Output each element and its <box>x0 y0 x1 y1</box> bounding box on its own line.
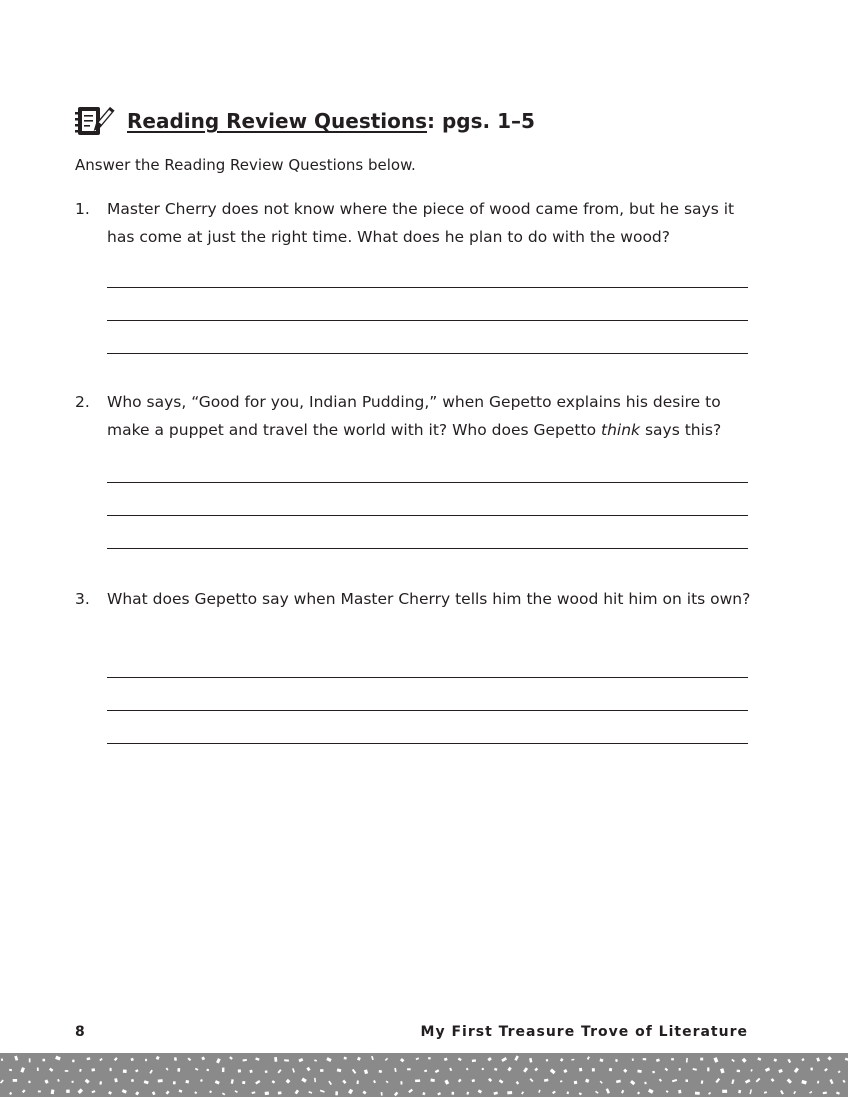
confetti-mark <box>85 1079 90 1084</box>
confetti-mark <box>731 1059 735 1062</box>
confetti-mark <box>91 1068 95 1071</box>
confetti-mark <box>643 1058 647 1060</box>
confetti-mark <box>836 1092 840 1095</box>
confetti-mark <box>552 1091 556 1095</box>
confetti-mark <box>623 1069 627 1073</box>
confetti-mark <box>579 1068 582 1072</box>
confetti-mark <box>574 1081 578 1085</box>
confetti-mark <box>13 1079 17 1082</box>
confetti-mark <box>20 1067 25 1073</box>
answer-line[interactable] <box>107 482 748 483</box>
confetti-mark <box>707 1067 709 1071</box>
confetti-mark <box>827 1056 832 1061</box>
confetti-mark <box>516 1081 519 1085</box>
confetti-mark <box>488 1078 492 1082</box>
answer-line[interactable] <box>107 320 748 321</box>
confetti-mark <box>838 1070 841 1073</box>
confetti-mark <box>560 1080 563 1082</box>
confetti-mark <box>801 1058 804 1061</box>
confetti-mark <box>408 1089 413 1093</box>
confetti-mark <box>452 1092 455 1095</box>
confetti-mark <box>177 1068 180 1072</box>
confetti-mark <box>38 1090 41 1092</box>
confetti-mark <box>765 1067 770 1071</box>
confetti-mark <box>71 1081 73 1083</box>
book-title: My First Treasure Trove of Literature <box>420 1024 748 1040</box>
confetti-mark <box>606 1088 610 1093</box>
confetti-mark <box>108 1091 112 1095</box>
decorative-pattern-band <box>0 1053 848 1097</box>
confetti-mark <box>499 1079 504 1083</box>
confetti-mark <box>242 1059 246 1062</box>
confetti-mark <box>487 1057 492 1061</box>
confetti-mark <box>538 1090 540 1093</box>
confetti-mark <box>99 1058 102 1061</box>
confetti-mark <box>534 1067 538 1071</box>
confetti-mark <box>22 1089 26 1093</box>
confetti-mark <box>166 1067 169 1070</box>
confetti-mark <box>444 1079 449 1084</box>
confetti-mark <box>523 1067 528 1072</box>
confetti-mark <box>787 1078 792 1083</box>
confetti-mark <box>28 1080 31 1083</box>
confetti-mark <box>216 1058 221 1063</box>
confetti-mark <box>386 1081 389 1084</box>
confetti-mark <box>123 1070 127 1073</box>
confetti-mark <box>114 1057 118 1061</box>
confetti-mark <box>131 1079 134 1082</box>
confetti-mark <box>550 1069 556 1075</box>
confetti-mark <box>222 1068 225 1073</box>
confetti-mark <box>44 1079 48 1083</box>
confetti-mark <box>179 1089 183 1092</box>
confetti-mark <box>314 1059 317 1061</box>
answer-line[interactable] <box>107 743 748 744</box>
confetti-mark <box>592 1068 595 1071</box>
confetti-mark <box>571 1059 574 1061</box>
question-text: What does Gepetto say when Master Cherry tells him the wood hit him on its own? <box>107 590 751 608</box>
confetti-mark <box>824 1068 828 1072</box>
confetti-mark <box>458 1079 462 1083</box>
confetti-mark <box>585 1079 589 1083</box>
confetti-mark <box>466 1092 469 1095</box>
confetti-mark <box>672 1079 677 1082</box>
confetti-mark <box>29 1058 31 1062</box>
confetti-mark <box>328 1081 332 1086</box>
confetti-mark <box>326 1057 331 1062</box>
confetti-mark <box>255 1057 259 1060</box>
confetti-mark <box>563 1069 567 1073</box>
confetti-mark <box>514 1055 519 1061</box>
confetti-mark <box>352 1069 356 1074</box>
confetti-mark <box>713 1057 718 1063</box>
confetti-mark <box>621 1090 624 1094</box>
confetti-mark <box>194 1091 197 1094</box>
confetti-mark <box>373 1080 376 1083</box>
confetti-mark <box>65 1070 69 1072</box>
confetti-mark <box>99 1081 102 1085</box>
confetti-mark <box>320 1069 323 1072</box>
confetti-mark <box>842 1080 845 1083</box>
confetti-mark <box>272 1080 276 1083</box>
page-title <box>127 103 535 139</box>
confetti-mark <box>51 1089 55 1094</box>
question-1 <box>75 195 765 251</box>
confetti-mark <box>79 1069 82 1072</box>
confetti-mark <box>166 1091 170 1095</box>
confetti-mark <box>87 1057 91 1060</box>
confetti-mark <box>9 1092 12 1095</box>
section-header <box>75 103 535 139</box>
confetti-mark <box>750 1069 752 1072</box>
confetti-mark <box>249 1070 252 1073</box>
answer-line[interactable] <box>107 287 748 288</box>
confetti-mark <box>521 1091 524 1094</box>
confetti-mark <box>320 1090 325 1093</box>
confetti-mark <box>435 1069 440 1073</box>
confetti-mark <box>342 1080 346 1084</box>
confetti-mark <box>794 1067 799 1072</box>
confetti-mark <box>135 1069 138 1072</box>
confetti-mark <box>357 1080 359 1084</box>
confetti-mark <box>314 1078 316 1083</box>
confetti-mark <box>277 1069 281 1073</box>
confetti-mark <box>823 1092 827 1095</box>
confetti-mark <box>595 1091 598 1094</box>
confetti-mark <box>200 1079 203 1082</box>
confetti-mark <box>274 1057 277 1062</box>
confetti-mark <box>292 1068 295 1073</box>
confetti-mark <box>616 1080 621 1083</box>
confetti-mark <box>449 1068 452 1072</box>
confetti-mark <box>679 1068 681 1071</box>
page-number: 8 <box>75 1024 85 1040</box>
confetti-mark <box>546 1059 548 1061</box>
answer-line[interactable] <box>107 353 748 354</box>
confetti-mark <box>400 1081 402 1084</box>
confetti-mark <box>579 1092 582 1095</box>
confetti-mark <box>110 1068 112 1071</box>
confetti-mark <box>530 1078 534 1082</box>
page-footer <box>75 1022 748 1042</box>
confetti-mark <box>57 1079 60 1082</box>
confetti-mark <box>173 1081 176 1084</box>
confetti-mark <box>149 1070 153 1074</box>
confetti-mark <box>77 1088 83 1094</box>
confetti-pattern-icon <box>0 1053 848 1097</box>
confetti-mark <box>778 1069 782 1073</box>
question-text: Master Cherry does not know where the piece of wood came from, but he says it has come at just the right time. What does he plan to do with the wood? <box>107 200 735 246</box>
confetti-mark <box>295 1090 299 1095</box>
confetti-mark <box>764 1091 767 1093</box>
confetti-mark <box>708 1092 711 1095</box>
confetti-mark <box>637 1091 640 1094</box>
confetti-mark <box>482 1068 484 1070</box>
confetti-mark <box>394 1068 396 1072</box>
confetti-mark <box>130 1058 133 1061</box>
confetti-mark <box>600 1081 603 1084</box>
confetti-mark <box>780 1090 784 1095</box>
confetti-mark <box>793 1091 796 1094</box>
confetti-mark <box>298 1058 303 1062</box>
confetti-mark <box>265 1091 269 1095</box>
confetti-mark <box>756 1078 761 1083</box>
confetti-mark <box>422 1092 425 1095</box>
confetti-mark <box>630 1080 635 1085</box>
confetti-mark <box>700 1058 703 1061</box>
confetti-mark <box>458 1057 462 1061</box>
confetti-mark <box>437 1092 441 1095</box>
confetti-mark <box>678 1090 681 1094</box>
confetti-mark <box>145 1059 147 1062</box>
confetti-mark <box>493 1091 498 1094</box>
confetti-mark <box>599 1058 603 1062</box>
confetti-mark <box>201 1056 205 1060</box>
confetti-mark <box>144 1080 149 1084</box>
confetti-mark <box>671 1058 674 1061</box>
confetti-mark <box>135 1091 139 1095</box>
confetti-mark <box>494 1068 497 1071</box>
confetti-mark <box>737 1070 740 1073</box>
confetti-mark <box>72 1059 75 1062</box>
confetti-mark <box>286 1079 291 1084</box>
confetti-mark <box>415 1079 420 1082</box>
confetti-mark <box>362 1090 366 1094</box>
notebook-pencil-icon <box>75 103 115 139</box>
confetti-mark <box>306 1067 310 1071</box>
confetti-mark <box>809 1091 812 1094</box>
confetti-mark <box>742 1058 747 1063</box>
confetti-mark <box>637 1070 641 1073</box>
confetti-mark <box>348 1089 353 1094</box>
confetti-mark <box>472 1079 476 1082</box>
confetti-mark <box>400 1058 405 1062</box>
confetti-mark <box>158 1079 163 1082</box>
confetti-mark <box>265 1070 268 1073</box>
confetti-mark <box>701 1080 704 1084</box>
confetti-mark <box>472 1059 476 1062</box>
question-3 <box>75 585 765 613</box>
answer-line[interactable] <box>107 515 748 516</box>
confetti-mark <box>174 1057 177 1061</box>
confetti-mark <box>715 1078 720 1083</box>
instructions: Answer the Reading Review Questions below. <box>75 156 416 174</box>
confetti-mark <box>466 1068 469 1071</box>
confetti-mark <box>14 1056 18 1061</box>
confetti-mark <box>156 1056 160 1060</box>
title-rest: : pgs. 1–5 <box>427 109 535 133</box>
confetti-mark <box>695 1092 700 1095</box>
confetti-mark <box>609 1068 612 1071</box>
question-2 <box>75 388 765 444</box>
confetti-mark <box>560 1058 564 1062</box>
confetti-mark <box>91 1090 95 1093</box>
confetti-mark <box>1 1058 3 1061</box>
confetti-mark <box>284 1059 289 1061</box>
question-number: 3. <box>75 590 90 608</box>
confetti-mark <box>238 1069 241 1072</box>
confetti-mark <box>379 1070 383 1073</box>
confetti-mark <box>364 1069 368 1074</box>
confetti-mark <box>381 1092 383 1096</box>
confetti-mark <box>665 1068 669 1072</box>
confetti-mark <box>644 1082 646 1085</box>
confetti-mark <box>731 1079 734 1084</box>
confetti-mark <box>229 1056 233 1060</box>
confetti-mark <box>738 1090 741 1094</box>
confetti-mark <box>195 1068 199 1071</box>
confetti-mark <box>773 1058 777 1062</box>
answer-line[interactable] <box>107 677 748 678</box>
confetti-mark <box>745 1079 751 1084</box>
confetti-mark <box>685 1079 688 1082</box>
confetti-mark <box>757 1057 761 1061</box>
confetti-mark <box>42 1059 45 1062</box>
confetti-mark <box>567 1091 569 1094</box>
confetti-mark <box>407 1068 411 1070</box>
confetti-mark <box>152 1091 156 1095</box>
confetti-mark <box>666 1090 669 1093</box>
confetti-mark <box>428 1057 431 1059</box>
confetti-mark <box>344 1057 347 1060</box>
confetti-mark <box>185 1080 189 1084</box>
answer-line[interactable] <box>107 548 748 549</box>
confetti-mark <box>659 1078 662 1081</box>
confetti-mark <box>801 1080 807 1085</box>
confetti-mark <box>337 1068 342 1072</box>
confetti-mark <box>615 1059 618 1062</box>
confetti-mark <box>55 1056 61 1061</box>
confetti-mark <box>242 1081 245 1084</box>
confetti-mark <box>9 1069 12 1071</box>
confetti-mark <box>587 1056 590 1060</box>
confetti-mark <box>507 1091 512 1094</box>
confetti-mark <box>720 1068 725 1073</box>
confetti-mark <box>478 1089 482 1093</box>
confetti-mark <box>817 1081 819 1084</box>
confetti-mark <box>693 1068 697 1071</box>
confetti-mark <box>816 1057 820 1061</box>
confetti-mark <box>187 1057 191 1061</box>
confetti-mark <box>416 1057 420 1060</box>
confetti-mark <box>66 1089 70 1093</box>
confetti-mark <box>648 1089 654 1094</box>
confetti-mark <box>335 1091 338 1095</box>
confetti-mark <box>544 1079 549 1082</box>
confetti-mark <box>686 1058 688 1063</box>
confetti-mark <box>829 1079 833 1084</box>
confetti-mark <box>215 1080 220 1084</box>
confetti-mark <box>501 1057 507 1062</box>
confetti-mark <box>810 1068 813 1071</box>
confetti-mark <box>206 1069 209 1072</box>
confetti-mark <box>656 1058 660 1062</box>
confetti-mark <box>529 1058 532 1063</box>
confetti-mark <box>507 1067 511 1072</box>
question-number: 2. <box>75 393 90 411</box>
title-underlined: Reading Review Questions <box>127 109 428 133</box>
answer-line[interactable] <box>107 710 748 711</box>
confetti-mark <box>394 1092 398 1097</box>
confetti-mark <box>0 1080 4 1084</box>
confetti-mark <box>771 1078 775 1082</box>
confetti-mark <box>385 1058 388 1061</box>
confetti-mark <box>357 1057 361 1061</box>
confetti-mark <box>787 1059 791 1063</box>
confetti-mark <box>632 1058 634 1060</box>
confetti-mark <box>430 1079 435 1082</box>
confetti-mark <box>122 1089 127 1094</box>
confetti-mark <box>209 1090 212 1093</box>
confetti-mark <box>722 1090 727 1093</box>
confetti-mark <box>308 1091 312 1094</box>
confetti-mark <box>749 1089 752 1094</box>
confetti-mark <box>652 1071 655 1074</box>
question-text: Who says, “Good for you, Indian Pudding,” when Gepetto explains his desire to make a puppet and travel the world with it? Who does Gepetto think says this? <box>107 393 722 439</box>
confetti-mark <box>371 1056 374 1060</box>
question-number: 1. <box>75 200 90 218</box>
confetti-mark <box>114 1078 118 1082</box>
confetti-mark <box>444 1058 448 1061</box>
confetti-mark <box>231 1079 234 1084</box>
confetti-mark <box>235 1090 238 1093</box>
confetti-mark <box>424 1070 427 1072</box>
confetti-mark <box>252 1091 256 1094</box>
confetti-mark <box>49 1068 53 1072</box>
confetti-mark <box>301 1078 307 1083</box>
confetti-mark <box>278 1091 282 1094</box>
confetti-mark <box>222 1093 225 1096</box>
confetti-mark <box>37 1067 39 1071</box>
confetti-mark <box>255 1080 260 1084</box>
